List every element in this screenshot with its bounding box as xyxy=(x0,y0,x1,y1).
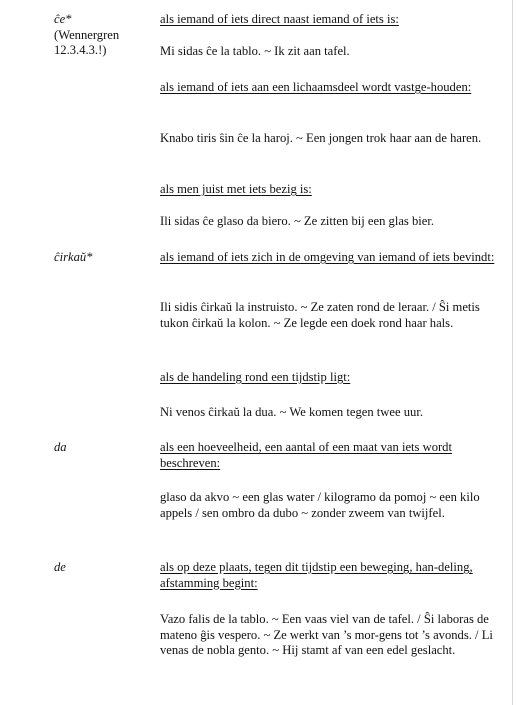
page-edge-line xyxy=(512,0,513,705)
sense-example: Ni venos ĉirkaŭ la dua. ~ We komen tegen twee uur. xyxy=(160,405,423,419)
entry-term: ĉe* xyxy=(54,12,72,26)
entry-term: da xyxy=(54,440,67,454)
sense-heading: als de handeling rond een tijdstip ligt: xyxy=(160,370,351,384)
sense-heading: als iemand of iets aan een lichaamsdeel wordt vastge-houden: xyxy=(160,80,472,94)
sense-example: Ili sidas ĉe glaso da biero. ~ Ze zitten bij een glas bier. xyxy=(160,214,434,228)
entry-term: ĉirkaŭ* xyxy=(54,250,93,264)
entry-term: de xyxy=(54,560,66,574)
sense-heading: als men juist met iets bezig is: xyxy=(160,182,312,196)
entry-term-cell xyxy=(54,250,152,266)
sense-example: Mi sidas ĉe la tablo. ~ Ik zit aan tafel. xyxy=(160,44,350,58)
sense-example: glaso da akvo ~ een glas water / kilogramo da pomoj ~ een kilo appels / sen ombro da dubo ~ zonder zweem van twijfel. xyxy=(160,490,480,520)
sense-example: Vazo falis de la tablo. ~ Een vaas viel van de tafel. / Ŝi laboras de mateno ĝis vespero. ~ Ze werkt van ’s mor-gens tot ’s avonds. / Li venas de nobla gento. ~ Hij stamt af van een edel geslacht. xyxy=(160,612,493,657)
entry-note: (Wennergren 12.3.4.3.!) xyxy=(54,27,120,57)
entry-term-cell xyxy=(54,12,152,59)
sense-example: Ili sidis ĉirkaŭ la instruisto. ~ Ze zaten rond de leraar. / Ŝi metis tukon ĉirkaŭ la kolon. ~ Ze legde een doek rond haar hals. xyxy=(160,300,480,330)
sense-heading: als op deze plaats, tegen dit tijdstip een beweging, han-deling, afstamming begint: xyxy=(160,560,473,590)
entry-term-cell xyxy=(54,440,152,456)
sense-heading: als iemand of iets direct naast iemand of iets is: xyxy=(160,12,399,26)
sense-example: Knabo tiris ŝin ĉe la haroj. ~ Een jongen trok haar aan de haren. xyxy=(160,131,482,145)
sense-heading: als iemand of iets zich in de omgeving van iemand of iets bevindt: xyxy=(160,250,495,264)
sense-heading: als een hoeveelheid, een aantal of een maat van iets wordt beschreven: xyxy=(160,440,452,470)
entry-term-cell xyxy=(54,560,152,576)
